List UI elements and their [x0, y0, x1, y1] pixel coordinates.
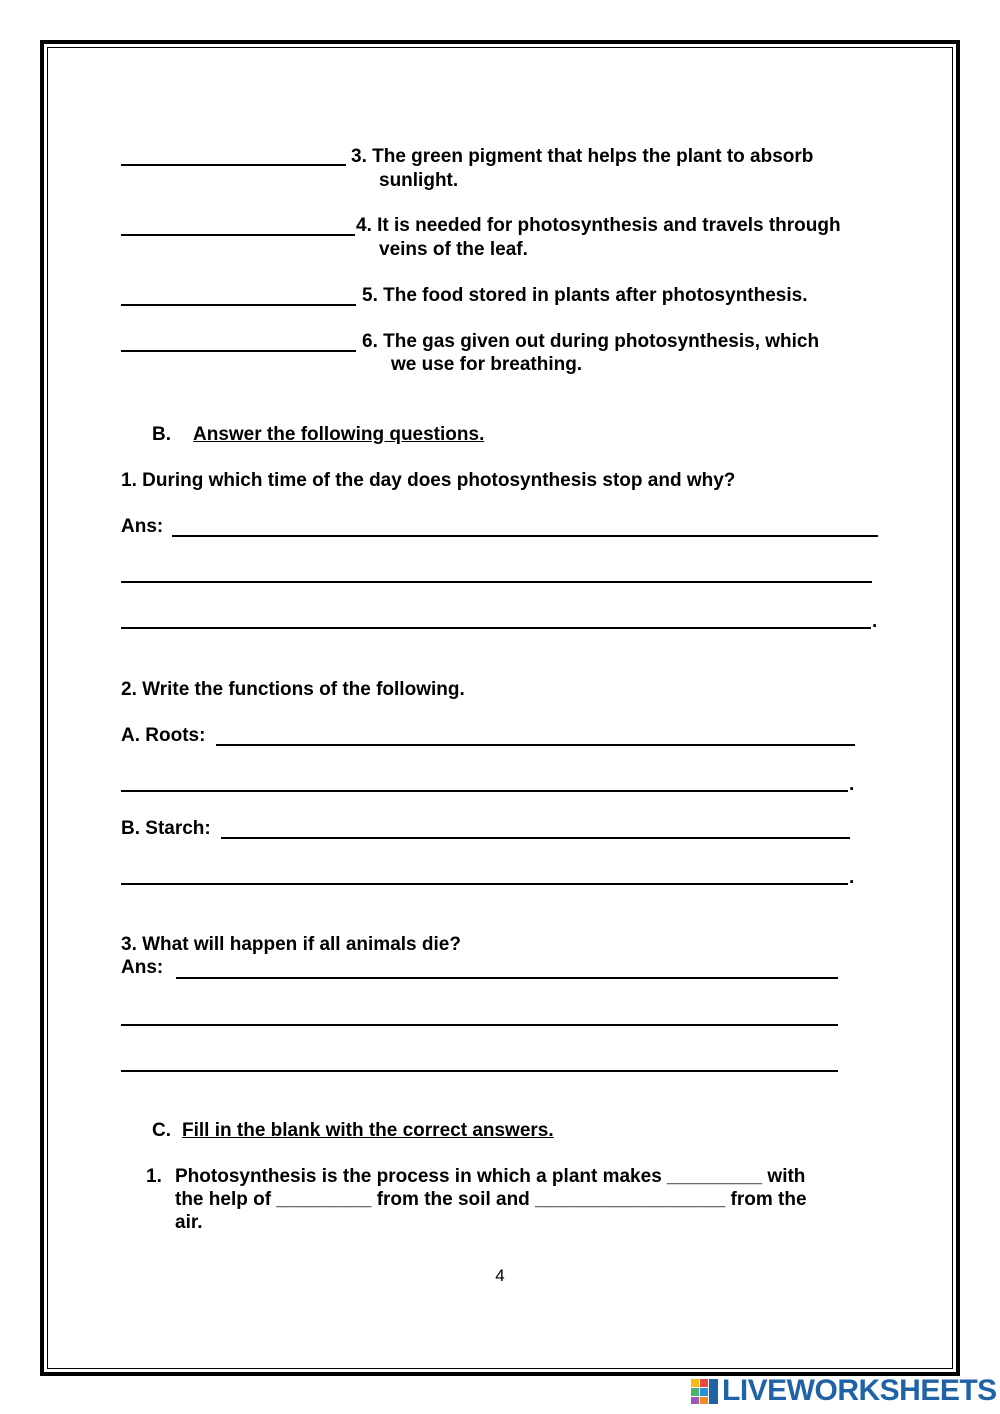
roots-answer-line-1[interactable] — [216, 744, 855, 746]
matching-item-3-line1: 3. The green pigment that helps the plant to absorb — [351, 146, 814, 167]
starch-label: B. Starch: — [121, 818, 211, 839]
question-1-end-period: . — [872, 611, 878, 632]
matching-item-3-line2: sunlight. — [379, 170, 459, 191]
question-1-answer-line-2[interactable] — [121, 581, 872, 583]
question-1-answer-line-1[interactable] — [172, 535, 878, 537]
matching-item-6-line2: we use for breathing. — [391, 354, 583, 375]
question-3-ans-label: Ans: — [121, 957, 164, 978]
matching-blank-4[interactable] — [121, 234, 355, 236]
fill-blank-line-2: the help of _________ from the soil and __________________ from the — [175, 1189, 807, 1210]
question-3: 3. What will happen if all animals die? — [121, 934, 461, 955]
question-1: 1. During which time of the day does photosynthesis stop and why? — [121, 470, 736, 491]
question-3-answer-line-2[interactable] — [121, 1024, 838, 1026]
question-1-answer-line-3[interactable] — [121, 627, 871, 629]
question-3-answer-line-3[interactable] — [121, 1070, 838, 1072]
matching-item-5-line1: 5. The food stored in plants after photosynthesis. — [362, 285, 808, 306]
liveworksheets-logo-icon — [690, 1376, 720, 1406]
section-c-letter: C. — [152, 1120, 171, 1141]
liveworksheets-wordmark: LIVEWORKSHEETS — [722, 1374, 997, 1407]
matching-item-4-line2: veins of the leaf. — [379, 239, 528, 260]
starch-answer-line-1[interactable] — [221, 837, 850, 839]
matching-blank-6[interactable] — [121, 350, 356, 352]
matching-blank-3[interactable] — [121, 164, 346, 166]
question-3-answer-line-1[interactable] — [176, 977, 838, 979]
fill-blank-line-3: air. — [175, 1212, 203, 1233]
starch-answer-line-2[interactable] — [121, 883, 848, 885]
question-1-ans-label: Ans: — [121, 516, 164, 537]
starch-end-period: . — [849, 867, 855, 888]
liveworksheets-logo — [690, 1374, 997, 1408]
fill-blank-item-number: 1. — [146, 1166, 162, 1187]
page-number: 4 — [495, 1266, 505, 1285]
matching-item-4-line1: 4. It is needed for photosynthesis and travels through — [356, 215, 841, 236]
matching-item-6-line1: 6. The gas given out during photosynthesis, which — [362, 331, 820, 352]
question-2: 2. Write the functions of the following. — [121, 679, 465, 700]
fill-blank-line-1: Photosynthesis is the process in which a plant makes _________ with — [175, 1166, 806, 1187]
section-b-heading: Answer the following questions. — [193, 424, 485, 445]
roots-answer-line-2[interactable] — [121, 790, 848, 792]
roots-end-period: . — [849, 774, 855, 795]
section-b-letter: B. — [152, 424, 171, 445]
matching-blank-5[interactable] — [121, 304, 356, 306]
section-c-heading: Fill in the blank with the correct answers. — [182, 1120, 554, 1141]
roots-label: A. Roots: — [121, 725, 206, 746]
